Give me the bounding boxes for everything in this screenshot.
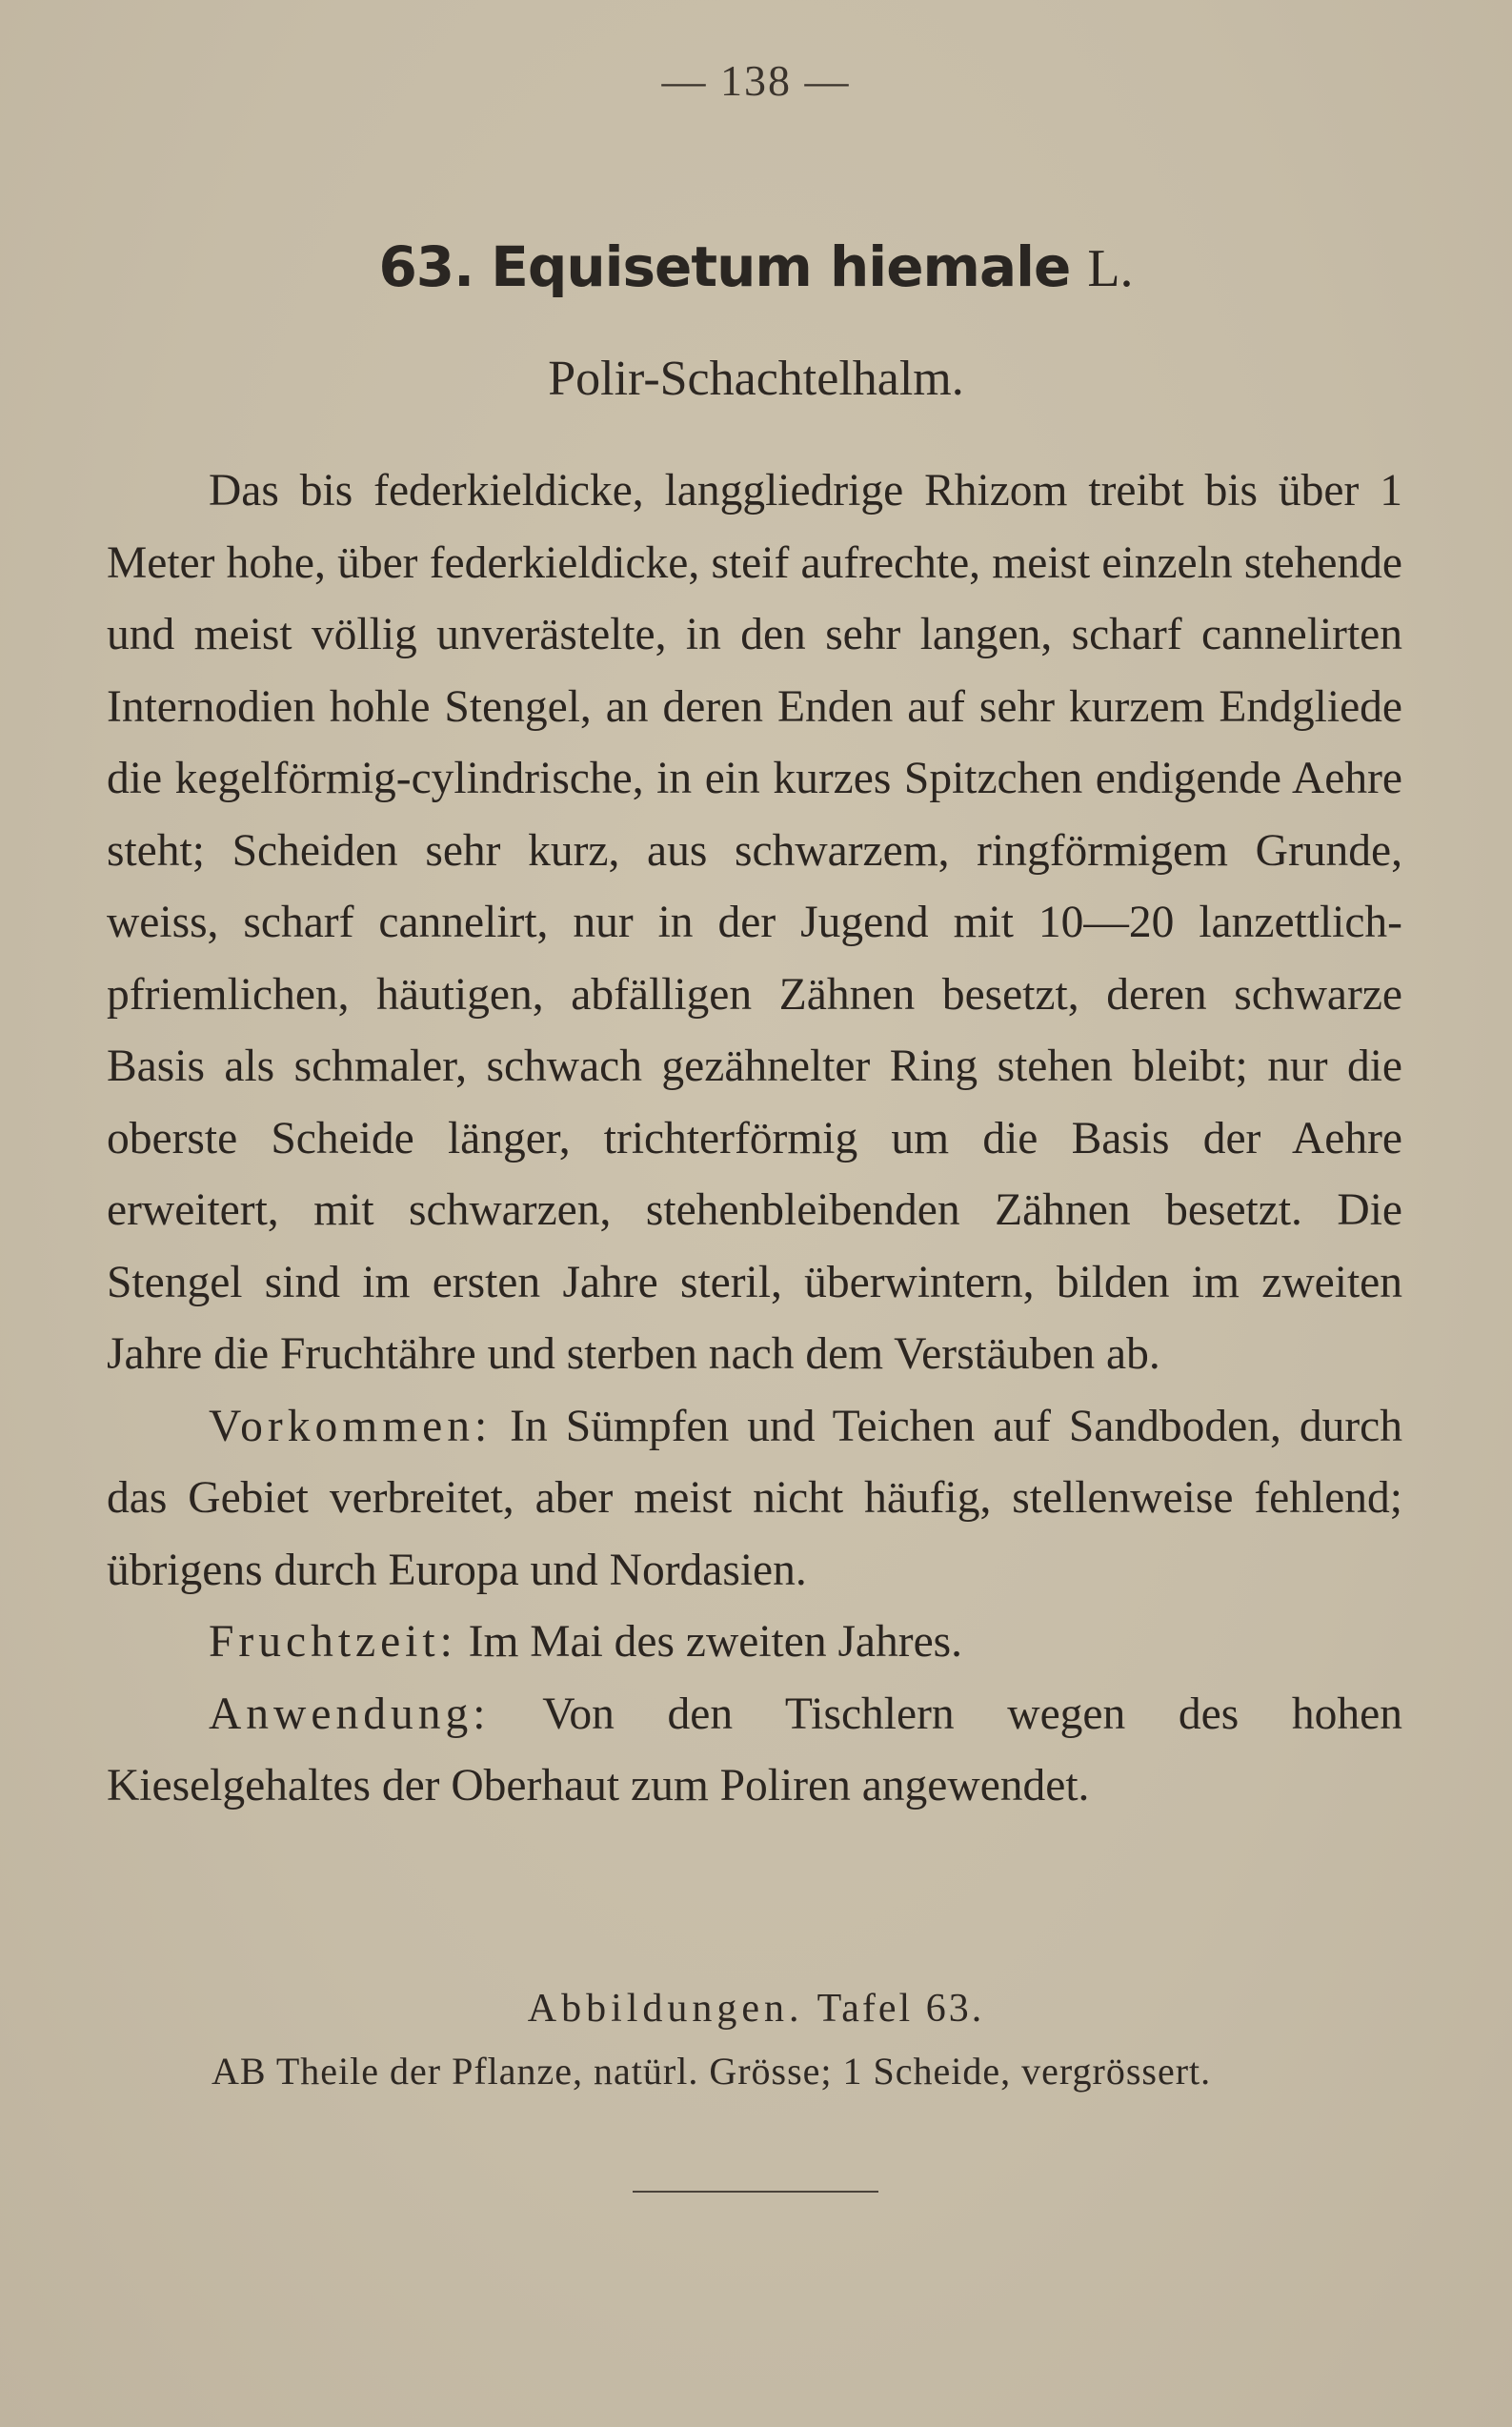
fruiting-text: Im Mai des zweiten Jahres. <box>468 1617 963 1667</box>
figures-label: Abbildungen. <box>527 1987 804 2031</box>
entry-body <box>107 455 1402 1823</box>
entry-number: 63. <box>378 234 474 299</box>
usage-paragraph <box>107 1679 1402 1823</box>
description-paragraph: Das bis federkieldicke, langgliedrige Rhizom treibt bis über 1 Meter hohe, über federkieldicke, steif aufrechte, meist einzeln stehende und meist völlig unverästelte, in den sehr langen, scharf cannelirten Internodien hohle Stengel, an deren Enden auf sehr kurzem Endgliede die kegelförmig-cylindrische, in ein kurzes Spitzchen endigende Aehre steht; Scheiden sehr kurz, aus schwarzem, ringförmigem Grunde, weiss, scharf cannelirt, nur in der Jugend mit 10—20 lanzettlich-pfriemlichen, häutigen, abfälligen Zähnen besetzt, deren schwarze Basis als schmaler, schwach gezähnelter Ring stehen bleibt; nur die oberste Scheide länger, trichterförmig um die Basis der Aehre erweitert, mit schwarzen, stehenbleibenden Zähnen besetzt. Die Stengel sind im ersten Jahre steril, überwintern, bilden im zweiten Jahre die Fruchtähre und sterben nach dem Verstäuben ab. <box>107 466 1402 1379</box>
occurrence-label: Vorkommen: <box>209 1401 493 1451</box>
plate-reference: Tafel 63. <box>816 1987 985 2031</box>
common-name: Polir-Schachtelhalm. <box>548 352 964 406</box>
occurrence-paragraph <box>107 1391 1402 1608</box>
figures-caption: AB Theile der Pflanze, natürl. Grösse; 1 Scheide, vergrössert. <box>212 2050 1212 2093</box>
figures-heading <box>0 1986 1512 2032</box>
end-rule <box>633 2191 878 2193</box>
species-name: Equisetum hiemale <box>491 234 1071 299</box>
species-author: L. <box>1087 239 1134 298</box>
fruiting-label: Fruchtzeit: <box>209 1617 457 1667</box>
occurrence-text: In Sümpfen und Teichen auf Sandboden, durch das Gebiet verbreitet, aber meist nicht häufig, stellenweise fehlend; übrigens durch Europa und Nordasien. <box>107 1401 1402 1595</box>
page-number: — 138 — <box>661 56 851 105</box>
usage-label: Anwendung: <box>209 1689 491 1739</box>
fruiting-paragraph <box>107 1607 1402 1679</box>
entry-title <box>0 234 1512 299</box>
usage-text: Von den Tischlern wegen des hohen Kieselgehaltes der Oberhaut zum Poliren angewendet. <box>107 1689 1402 1810</box>
